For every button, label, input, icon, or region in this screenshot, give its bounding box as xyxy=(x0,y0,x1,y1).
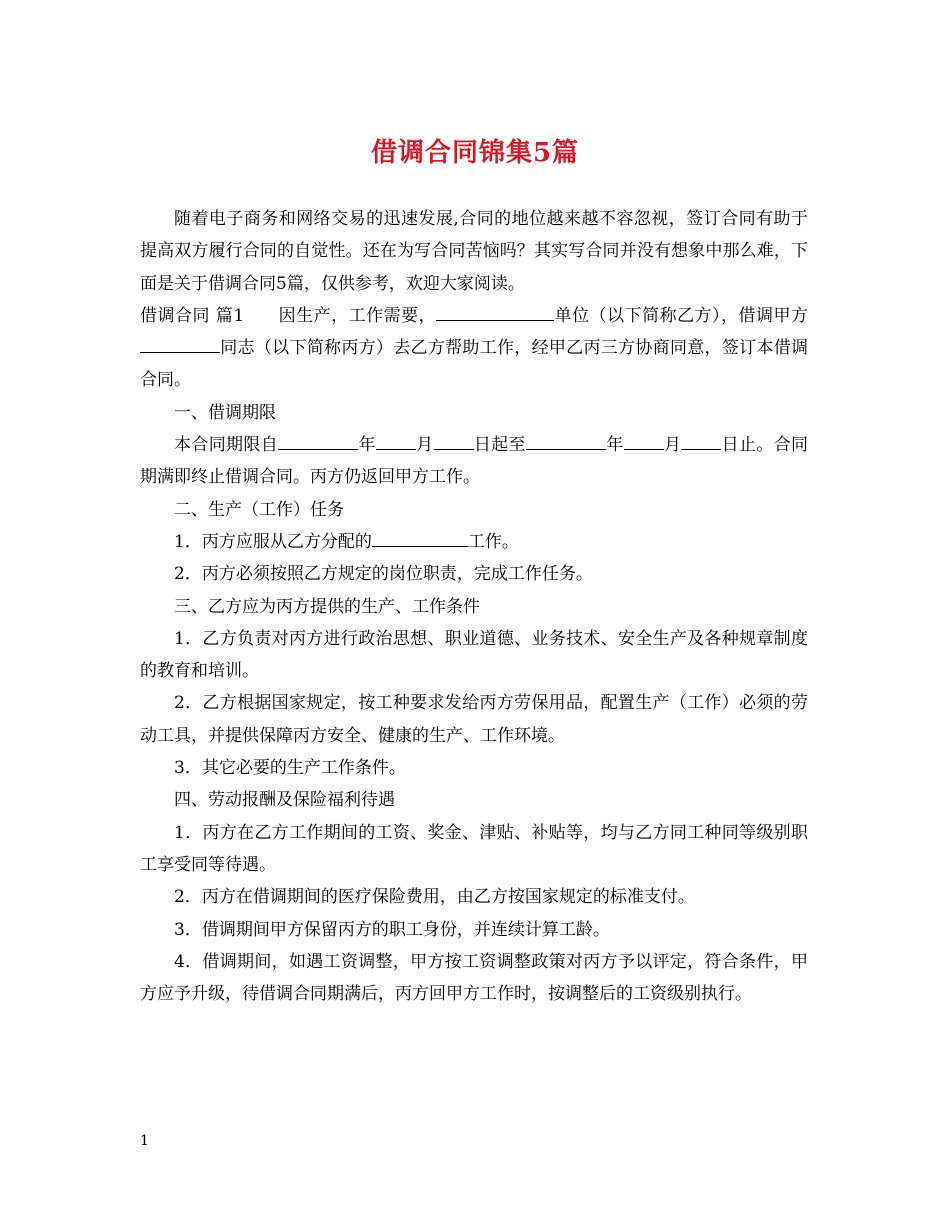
unit-blank xyxy=(436,302,554,321)
start-year-blank xyxy=(278,431,358,450)
task-2: 2．丙方必须按照乙方规定的岗位职责，完成工作任务。 xyxy=(174,564,593,585)
condition-3: 3．其它必要的生产工作条件。 xyxy=(174,758,406,779)
document-body xyxy=(140,203,808,1010)
heading-welfare: 四、劳动报酬及保险福利待遇 xyxy=(174,790,395,811)
heading-conditions: 三、乙方应为丙方提供的生产、工作条件 xyxy=(174,596,480,617)
p1-text-a: 因生产，工作需要， xyxy=(278,305,437,326)
task-1-text-b: 工作。 xyxy=(467,531,519,552)
task-1 xyxy=(140,526,808,558)
welfare-3: 3．借调期间甲方保留丙方的职工身份，并连续计算工龄。 xyxy=(174,919,610,940)
end-day-blank xyxy=(681,431,721,450)
term-month-label: 月 xyxy=(415,435,434,456)
term-month-label-2: 月 xyxy=(663,435,682,456)
heading-task: 二、生产（工作）任务 xyxy=(174,499,344,520)
end-year-blank xyxy=(526,431,606,450)
term-paragraph xyxy=(140,429,808,494)
task-blank xyxy=(372,528,468,547)
document-title: 借调合同锦集5篇 xyxy=(370,138,580,168)
p1-text-b: 单位（以下简称乙方），借调甲方 xyxy=(554,305,809,326)
term-from-label: 日起至 xyxy=(473,435,526,456)
section-1-paragraph xyxy=(140,300,808,397)
intro-paragraph: 随着电子商务和网络交易的迅速发展,合同的地位越来越不容忽视，签订合同有助于提高双方履行合同的自觉性。还在为写合同苦恼吗？其实写合同并没有想象中那么难，下面是关于借调合同5篇，仅供参考，欢迎大家阅读。 xyxy=(140,209,808,294)
start-day-blank xyxy=(434,431,474,450)
person-blank xyxy=(140,334,220,353)
welfare-4: 4．借调期间，如遇工资调整，甲方按工资调整政策对丙方予以评定，符合条件，甲方应予升级，待借调合同期满后，丙方回甲方工作时，按调整后的工资级别执行。 xyxy=(140,951,808,1005)
welfare-1: 1．丙方在乙方工作期间的工资、奖金、津贴、补贴等，均与乙方同工种同等级别职工享受同等待遇。 xyxy=(140,822,808,875)
page-number: 1 xyxy=(140,1133,149,1149)
p1-text-c: 同志（以下简称丙方）去乙方帮助工作，经甲乙丙三方协商同意，签订本借调合同。 xyxy=(140,338,808,391)
term-year-label: 年 xyxy=(358,435,376,456)
start-month-blank xyxy=(376,431,416,450)
task-1-text-a: 1．丙方应服从乙方分配的 xyxy=(174,531,372,552)
welfare-2: 2．丙方在借调期间的医疗保险费用，由乙方按国家规定的标准支付。 xyxy=(174,887,695,908)
end-month-blank xyxy=(624,431,664,450)
term-end-text: 日止。合同期满即终止借调合同。丙方仍返回甲方工作。 xyxy=(140,435,809,488)
condition-2: 2．乙方根据国家规定，按工种要求发给丙方劳保用品，配置生产（工作）必须的劳动工具，并提供保障丙方安全、健康的生产、工作环境。 xyxy=(140,693,808,746)
condition-1: 1．乙方负责对丙方进行政治思想、职业道德、业务技术、安全生产及各种规章制度的教育和培训。 xyxy=(140,628,808,682)
section-label: 借调合同 篇1 xyxy=(140,305,245,326)
term-text-a: 本合同期限自 xyxy=(174,435,279,456)
heading-term: 一、借调期限 xyxy=(174,402,276,423)
term-year-label-2: 年 xyxy=(605,435,624,456)
